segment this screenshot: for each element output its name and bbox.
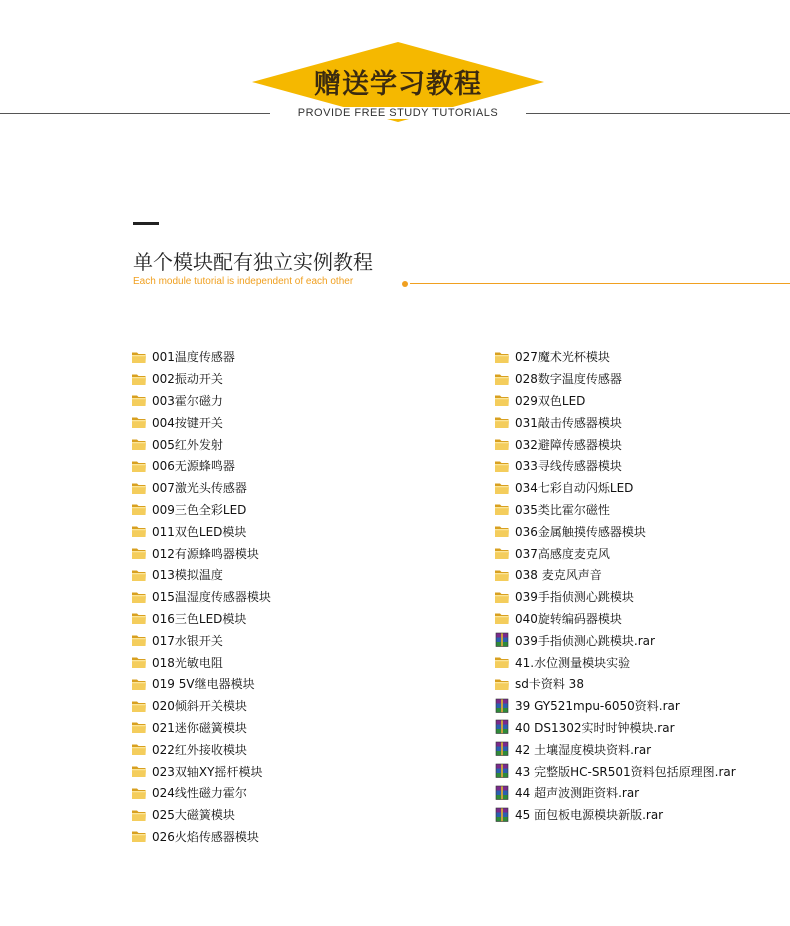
folder-item[interactable] (494, 608, 736, 630)
folder-item[interactable] (131, 608, 271, 630)
item-label: 41.水位测量模块实验 (515, 655, 631, 670)
rar-archive-icon (494, 698, 510, 714)
item-label: 031敲击传感器模块 (515, 415, 622, 430)
item-label: 011双色LED模块 (152, 524, 247, 539)
folder-item[interactable] (131, 695, 271, 717)
folder-item[interactable] (494, 673, 736, 695)
folder-icon (131, 436, 147, 452)
rar-archive-icon (494, 741, 510, 757)
item-label: 002振动开关 (152, 372, 223, 387)
folder-icon (494, 480, 510, 496)
section-line (410, 283, 790, 284)
folder-icon (131, 480, 147, 496)
item-label: 013模拟温度 (152, 568, 223, 583)
folder-icon (131, 567, 147, 583)
file-item[interactable] (494, 804, 736, 826)
folder-item[interactable] (494, 477, 736, 499)
folder-icon (131, 589, 147, 605)
item-label: 032避障传感器模块 (515, 437, 622, 452)
folder-icon (131, 392, 147, 408)
item-label: 017水银开关 (152, 633, 223, 648)
item-label: 40 DS1302实时时钟模块.rar (515, 720, 675, 735)
folder-icon (494, 414, 510, 430)
folder-icon (131, 458, 147, 474)
folder-item[interactable] (131, 673, 271, 695)
file-item[interactable] (494, 782, 736, 804)
folder-icon (131, 414, 147, 430)
folder-icon (494, 501, 510, 517)
folder-item[interactable] (131, 717, 271, 739)
section-title: 单个模块配有独立实例教程 (133, 250, 373, 274)
folder-item[interactable] (131, 433, 271, 455)
item-label: 034七彩自动闪烁LED (515, 481, 634, 496)
folder-item[interactable] (131, 542, 271, 564)
folder-icon (131, 676, 147, 692)
folder-item[interactable] (131, 564, 271, 586)
folder-icon (131, 523, 147, 539)
folder-icon (131, 828, 147, 844)
folder-icon (131, 501, 147, 517)
file-item[interactable] (494, 760, 736, 782)
item-label: 040旋转编码器模块 (515, 611, 622, 626)
folder-icon (131, 632, 147, 648)
section-dot (402, 281, 408, 287)
folder-item[interactable] (131, 738, 271, 760)
file-item[interactable] (494, 629, 736, 651)
folder-icon (494, 371, 510, 387)
item-label: 44 超声波测距资料.rar (515, 786, 640, 801)
item-label: 39 GY521mpu-6050资料.rar (515, 699, 680, 714)
folder-item[interactable] (131, 390, 271, 412)
rar-archive-icon (494, 807, 510, 823)
folder-item[interactable] (131, 651, 271, 673)
folder-icon (494, 523, 510, 539)
item-label: 037高感度麦克风 (515, 546, 610, 561)
item-label: 016三色LED模块 (152, 611, 247, 626)
rar-archive-icon (494, 763, 510, 779)
item-label: 012有源蜂鸣器模块 (152, 546, 259, 561)
banner-title: 赠送学习教程 (314, 69, 482, 100)
banner (0, 40, 790, 140)
item-label: sd卡资料 38 (515, 677, 584, 692)
folder-icon (131, 610, 147, 626)
folder-item[interactable] (494, 346, 736, 368)
folder-item[interactable] (494, 411, 736, 433)
banner-line-left (0, 113, 280, 114)
folder-item[interactable] (131, 782, 271, 804)
file-list-left (131, 346, 271, 847)
folder-icon (494, 458, 510, 474)
item-label: 039手指侦测心跳模块 (515, 590, 634, 605)
section-subtitle: Each module tutorial is independent of each other (133, 276, 354, 287)
item-label: 007激光头传感器 (152, 481, 247, 496)
folder-icon (494, 676, 510, 692)
item-label: 43 完整版HC-SR501资料包括原理图.rar (515, 764, 736, 779)
folder-item[interactable] (131, 411, 271, 433)
item-label: 020倾斜开关模块 (152, 699, 247, 714)
folder-item[interactable] (494, 651, 736, 673)
folder-icon (494, 610, 510, 626)
rar-archive-icon (494, 785, 510, 801)
folder-item[interactable] (494, 520, 736, 542)
banner-line-right (514, 113, 790, 114)
folder-icon (494, 567, 510, 583)
folder-icon (494, 436, 510, 452)
banner-subtitle: PROVIDE FREE STUDY TUTORIALS (270, 107, 526, 119)
item-label: 039手指侦测心跳模块.rar (515, 633, 655, 648)
folder-item[interactable] (131, 499, 271, 521)
item-label: 029双色LED (515, 393, 586, 408)
item-label: 036金属触摸传感器模块 (515, 524, 646, 539)
item-label: 015温湿度传感器模块 (152, 590, 271, 605)
file-list-right (494, 346, 736, 826)
file-item[interactable] (494, 738, 736, 760)
item-label: 022红外接收模块 (152, 742, 247, 757)
item-label: 026火焰传感器模块 (152, 829, 259, 844)
item-label: 018光敏电阻 (152, 655, 223, 670)
folder-item[interactable] (131, 346, 271, 368)
folder-item[interactable] (494, 368, 736, 390)
folder-icon (131, 371, 147, 387)
folder-icon (494, 349, 510, 365)
file-item[interactable] (494, 695, 736, 717)
folder-item[interactable] (131, 826, 271, 848)
item-label: 028数字温度传感器 (515, 372, 622, 387)
item-label: 001温度传感器 (152, 350, 235, 365)
folder-item[interactable] (131, 586, 271, 608)
item-label: 019 5V继电器模块 (152, 677, 255, 692)
item-label: 004按键开关 (152, 415, 223, 430)
folder-icon (494, 589, 510, 605)
folder-item[interactable] (494, 542, 736, 564)
folder-icon (131, 785, 147, 801)
item-label: 033寻线传感器模块 (515, 459, 622, 474)
folder-icon (131, 349, 147, 365)
item-label: 009三色全彩LED (152, 502, 247, 517)
folder-item[interactable] (131, 760, 271, 782)
item-label: 005红外发射 (152, 437, 223, 452)
item-label: 021迷你磁簧模块 (152, 720, 247, 735)
folder-icon (494, 654, 510, 670)
item-label: 024线性磁力霍尔 (152, 786, 247, 801)
folder-item[interactable] (131, 804, 271, 826)
section-dash (133, 222, 159, 225)
folder-item[interactable] (494, 499, 736, 521)
folder-item[interactable] (131, 477, 271, 499)
item-label: 42 土壤湿度模块资料.rar (515, 742, 652, 757)
folder-item[interactable] (131, 368, 271, 390)
item-label: 025大磁簧模块 (152, 808, 235, 823)
folder-icon (131, 741, 147, 757)
item-label: 003霍尔磁力 (152, 393, 223, 408)
folder-item[interactable] (131, 629, 271, 651)
rar-archive-icon (494, 719, 510, 735)
folder-icon (494, 392, 510, 408)
file-item[interactable] (494, 717, 736, 739)
item-label: 035类比霍尔磁性 (515, 502, 610, 517)
folder-icon (131, 545, 147, 561)
item-label: 45 面包板电源模块新版.rar (515, 808, 664, 823)
folder-icon (131, 807, 147, 823)
folder-item[interactable] (494, 433, 736, 455)
folder-item[interactable] (494, 564, 736, 586)
folder-icon (131, 719, 147, 735)
folder-item[interactable] (494, 586, 736, 608)
folder-item[interactable] (494, 390, 736, 412)
folder-icon (494, 545, 510, 561)
item-label: 023双轴XY摇杆模块 (152, 764, 263, 779)
folder-item[interactable] (131, 455, 271, 477)
rar-archive-icon (494, 632, 510, 648)
folder-item[interactable] (494, 455, 736, 477)
item-label: 027魔术光杯模块 (515, 350, 610, 365)
item-label: 006无源蜂鸣器 (152, 459, 235, 474)
item-label: 038 麦克风声音 (515, 568, 602, 583)
folder-icon (131, 763, 147, 779)
folder-icon (131, 654, 147, 670)
folder-item[interactable] (131, 520, 271, 542)
folder-icon (131, 698, 147, 714)
